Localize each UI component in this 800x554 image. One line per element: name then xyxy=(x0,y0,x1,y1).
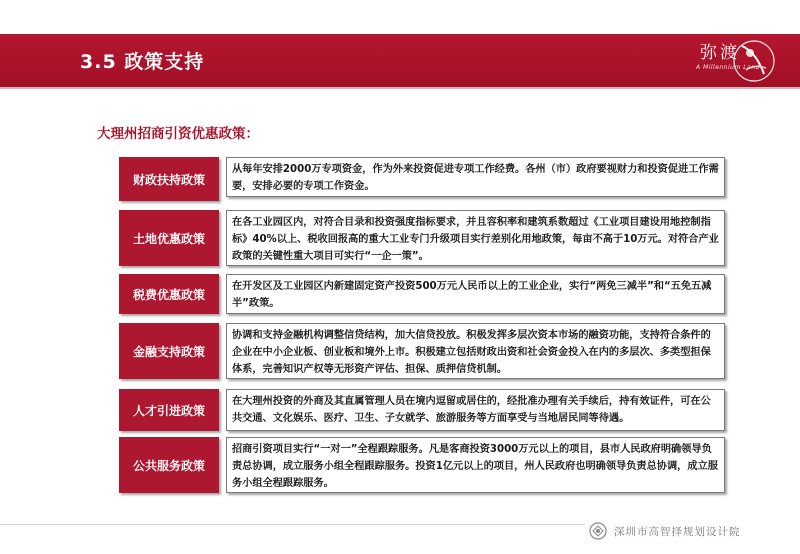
policy-label: 税费优惠政策 xyxy=(119,274,219,314)
policy-label: 公共服务政策 xyxy=(119,437,219,493)
policy-label: 土地优惠政策 xyxy=(119,210,219,266)
policy-text: 协调和支持金融机构调整信贷结构，加大信贷投放。积极发挥多层次资本市场的融资功能，支持符合条件的企业在中小企业板、创业板和境外上市。积极建立包括财政出资和社会资金投入在内的多层次、多类型担保体系，完善知识产权等无形资产评估、担保、质押信贷机制。 xyxy=(226,323,725,379)
policy-text: 在大理州投资的外商及其直属管理人员在境内逗留或居住的，经批准办理有关手续后，持有效证件，可在公共交通、文化娱乐、医疗、卫生、子女就学、旅游服务等方面享受与当地居民同等待遇。 xyxy=(226,389,725,431)
policy-text: 从每年安排2000万专项资金，作为外来投资促进专项工作经费。各州（市）政府要视财力和投资促进工作需要，安排必要的专项工作资金。 xyxy=(226,157,725,197)
policy-row-finance xyxy=(119,157,729,201)
logo-subtext: A Millennium Land xyxy=(696,64,760,71)
policy-label: 人才引进政策 xyxy=(119,389,219,431)
footer-divider xyxy=(0,524,585,525)
policy-row-tax xyxy=(119,274,729,314)
header-divider xyxy=(0,87,800,89)
policy-label: 金融支持政策 xyxy=(119,323,219,379)
policy-text: 招商引资项目实行“一对一”全程跟踪服务。凡是客商投资3000万元以上的项目，县市人民政府明确领导负责总协调，成立服务小组全程跟踪服务。投资1亿元以上的项目，州人民政府也明确领导负责总协调，成立服务小组全程跟踪服务。 xyxy=(226,437,725,493)
policy-row-public-service xyxy=(119,437,729,493)
section-heading: 大理州招商引资优惠政策： xyxy=(97,126,259,142)
policy-text: 在各工业园区内，对符合目录和投资强度指标要求，并且容积率和建筑系数超过《工业项目建设用地控制指标》40%以上、税收回报高的重大工业专门升级项目实行差别化用地政策，每亩不高于10万元。对符合产业政策的关键性重大项目可实行“一企一策”。 xyxy=(226,210,725,266)
policy-row-land xyxy=(119,210,729,266)
logo-text: 弥渡 xyxy=(700,43,740,63)
policy-text: 在开发区及工业园区内新建固定资产投资500万元人民币以上的工业企业，实行“两免三减半”和“五免五减半”政策。 xyxy=(226,274,725,314)
footer-text: 深圳市高智择规划设计院 xyxy=(614,526,741,538)
policy-row-financial-support xyxy=(119,323,729,379)
footer-logo-icon xyxy=(588,521,608,541)
policy-row-talent xyxy=(119,389,729,431)
page-title: 3.5 政策支持 xyxy=(80,51,205,73)
policy-label: 财政扶持政策 xyxy=(119,157,219,201)
